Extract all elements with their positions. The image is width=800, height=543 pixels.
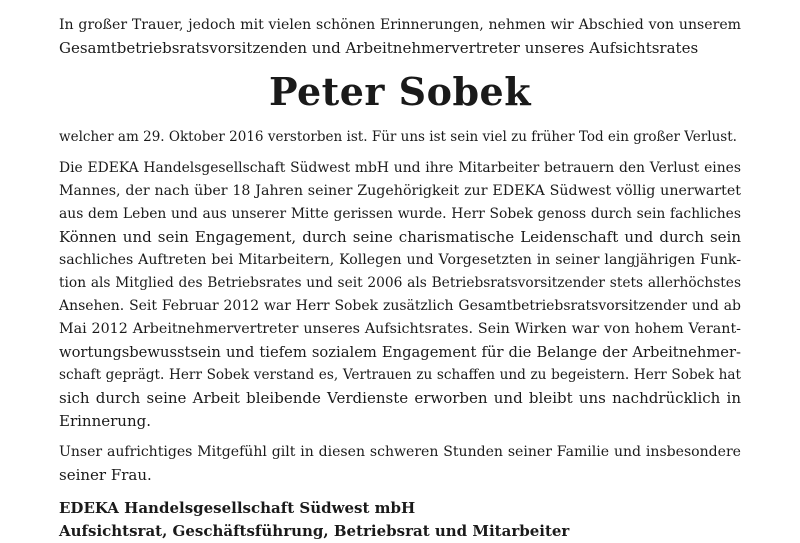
intro-paragraph bbox=[59, 14, 741, 60]
intro-line: Gesamtbetriebsratsvorsitzenden und Arbeitnehmervertreter unseres Aufsichtsrates bbox=[59, 39, 699, 57]
tribute-paragraph bbox=[59, 157, 741, 433]
signature-company: EDEKA Handelsgesellschaft Südwest mbH bbox=[59, 499, 416, 517]
tribute-line: Mannes, der nach über 18 Jahren seiner Zugehörigkeit zur EDEKA Südwest völlig unerwartet bbox=[59, 183, 741, 199]
deceased-name: Peter Sobek bbox=[268, 69, 532, 114]
sympathy-paragraph bbox=[59, 441, 741, 487]
intro-line: In großer Trauer, jedoch mit vielen schönen Erinnerungen, nehmen wir Abschied von unserem bbox=[59, 17, 741, 33]
tribute-line: schaft geprägt. Herr Sobek verstand es, Vertrauen zu schaffen und zu begeistern. Herr Sobek hat bbox=[59, 367, 741, 383]
signature-block bbox=[59, 497, 741, 543]
tribute-line: Können und sein Engagement, durch seine charismatische Leidenschaft und durch sein bbox=[59, 228, 741, 246]
tribute-line: Erinnerung. bbox=[59, 412, 151, 430]
sympathy-line: Unser aufrichtiges Mitgefühl gilt in diesen schweren Stunden seiner Familie und insbesondere bbox=[59, 444, 741, 460]
obituary-notice bbox=[59, 14, 741, 543]
tribute-line: Die EDEKA Handelsgesellschaft Südwest mbH und ihre Mitarbeiter betrauern den Verlust eines bbox=[59, 160, 741, 176]
tribute-line: sachliches Auftreten bei Mitarbeitern, Kollegen und Vorgesetzten in seiner langjährigen Funk- bbox=[59, 252, 741, 268]
death-announcement: welcher am 29. Oktober 2016 verstorben ist. Für uns ist sein viel zu früher Tod ein großer Verlust. bbox=[59, 129, 737, 145]
sympathy-line: seiner Frau. bbox=[59, 466, 152, 484]
tribute-line: Ansehen. Seit Februar 2012 war Herr Sobek zusätzlich Gesamtbetriebsratsvorsitzender und ab bbox=[59, 298, 741, 314]
tribute-line: wortungsbewusstsein und tiefem sozialem Engagement für die Belange der Arbeitnehmer- bbox=[59, 344, 741, 361]
tribute-line: tion als Mitglied des Betriebsrates und seit 2006 als Betriebsratsvorsitzender stets allerhöchstes bbox=[59, 275, 741, 291]
signature-bodies: Aufsichtsrat, Geschäftsführung, Betriebsrat und Mitarbeiter bbox=[59, 522, 570, 540]
tribute-line: Mai 2012 Arbeitnehmervertreter unseres Aufsichtsrates. Sein Wirken war von hohem Verant- bbox=[59, 321, 741, 337]
tribute-line: sich durch seine Arbeit bleibende Verdienste erworben und bleibt uns nachdrücklich in bbox=[59, 389, 741, 407]
tribute-line: aus dem Leben und aus unserer Mitte gerissen wurde. Herr Sobek genoss durch sein fachliches bbox=[59, 206, 741, 222]
